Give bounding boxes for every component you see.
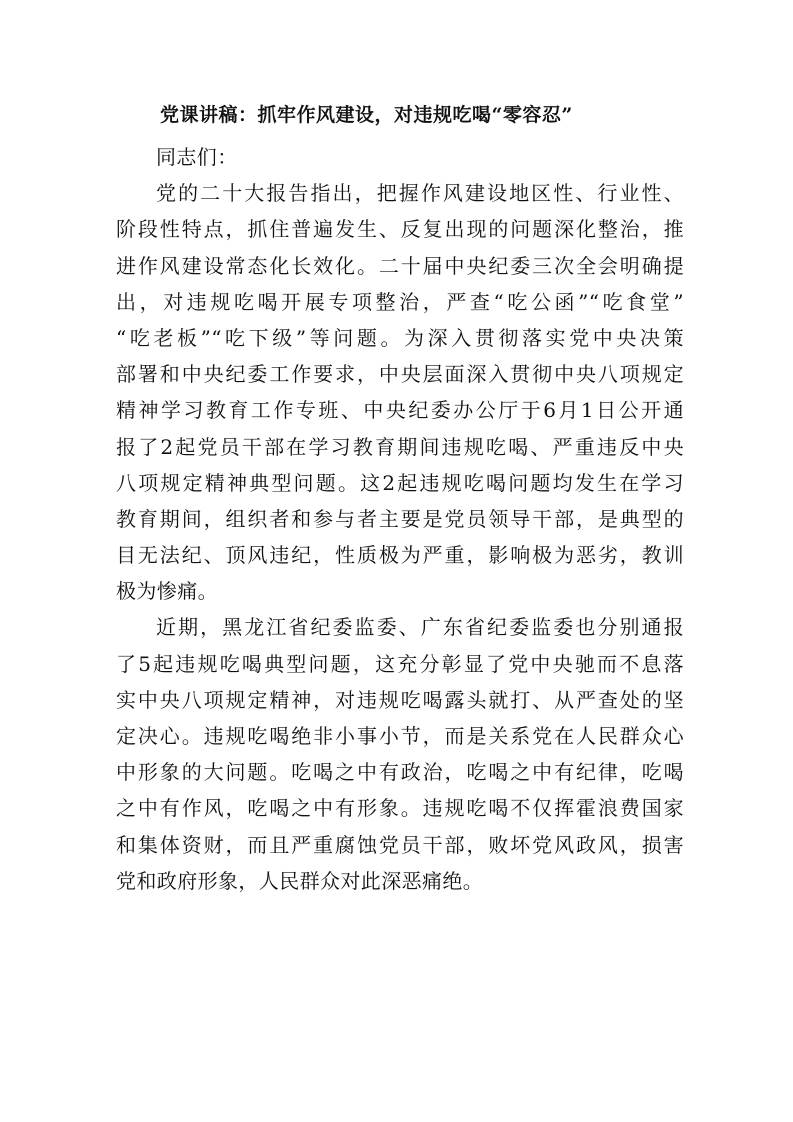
paragraph-line: 精神学习教育工作专班、中央纪委办公厅于6月1日公开通 — [116, 398, 684, 423]
paragraph-line: 中形象的大问题。吃喝之中有政治，吃喝之中有纪律，吃喝 — [116, 760, 684, 785]
paragraph-line: 近期，黑龙江省纪委监委、广东省纪委监委也分别通报 — [156, 615, 684, 640]
paragraph-line: 党的二十大报告指出，把握作风建设地区性、行业性、 — [156, 181, 684, 206]
document-body — [116, 139, 684, 899]
paragraph-line: 定决心。违规吃喝绝非小事小节，而是关系党在人民群众心 — [116, 724, 684, 748]
paragraph-1 — [116, 175, 684, 609]
paragraph-line: 部署和中央纪委工作要求，中央层面深入贯彻中央八项规定 — [116, 362, 684, 387]
paragraph-line: 出，对违规吃喝开展专项整治，严查“吃公函”“吃食堂” — [116, 289, 684, 314]
paragraph-line: 之中有作风，吃喝之中有形象。违规吃喝不仅挥霍浪费国家 — [116, 796, 684, 821]
paragraph-line: 八项规定精神典型问题。这2起违规吃喝问题均发生在学习 — [116, 470, 684, 495]
paragraph-2 — [116, 609, 684, 899]
paragraph-line: 实中央八项规定精神，对违规吃喝露头就打、从严查处的坚 — [116, 687, 684, 712]
paragraph-line: 党和政府形象，人民群众对此深恶痛绝。 — [116, 868, 484, 893]
paragraph-line: 了5起违规吃喝典型问题，这充分彰显了党中央驰而不息落 — [116, 651, 684, 676]
paragraph-line: 进作风建设常态化长效化。二十届中央纪委三次全会明确提 — [116, 253, 684, 278]
paragraph-line: 极为惨痛。 — [116, 579, 218, 604]
paragraph-line: “吃老板”“吃下级”等问题。为深入贯彻落实党中央决策 — [116, 325, 684, 350]
paragraph-line: 阶段性特点，抓住普遍发生、反复出现的问题深化整治，推 — [116, 217, 684, 242]
paragraph-line: 和集体资财，而且严重腐蚀党员干部，败坏党风政风，损害 — [116, 832, 684, 857]
paragraph-line: 报了2起党员干部在学习教育期间违规吃喝、严重违反中央 — [116, 434, 684, 459]
salutation: 同志们： — [156, 145, 238, 169]
paragraph-line: 教育期间，组织者和参与者主要是党员领导干部，是典型的 — [116, 506, 684, 531]
paragraph-line: 目无法纪、顶风违纪，性质极为严重，影响极为恶劣，教训 — [116, 543, 684, 568]
document-title: 党课讲稿：抓牢作风建设，对违规吃喝“零容忍” — [160, 104, 573, 126]
